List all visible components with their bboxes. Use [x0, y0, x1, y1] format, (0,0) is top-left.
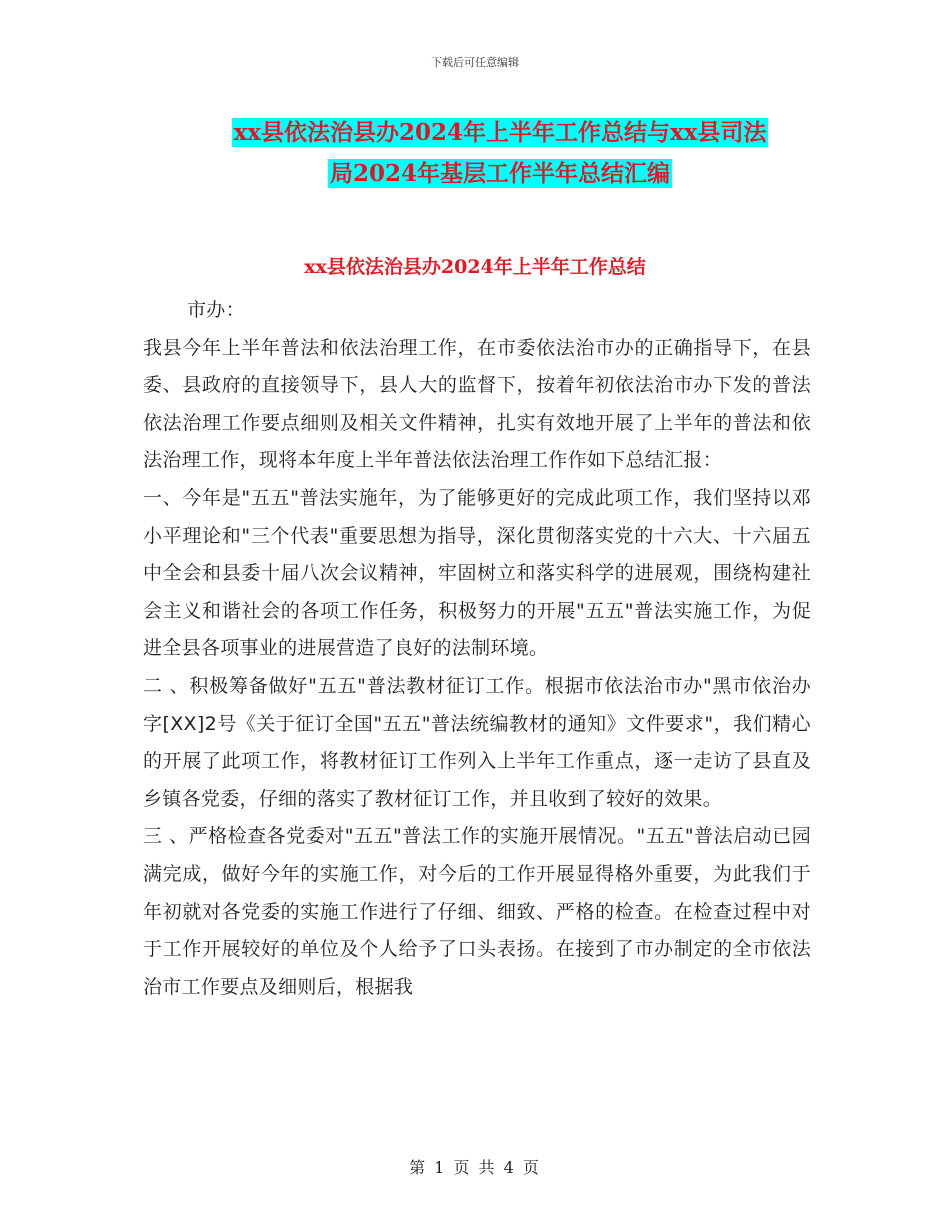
- salutation: 市办：: [187, 299, 245, 321]
- paragraph-item-1: 一、今年是"五五"普法实施年，为了能够更好的完成此项工作，我们坚持以邓小平理论和"三个代表"重要思想为指导，深化贯彻落实党的十六大、十六届五中全会和县委十届八次会议精神，牢固树立和落实科学的进展观，围绕构建社会主义和谐社会的各项工作任务，积极努力的开展"五五"普法实施工作，为促进全县各项事业的进展营造了良好的法制环境。: [143, 486, 811, 660]
- page-number-footer: 第 1 页 共 4 页: [409, 1158, 541, 1177]
- section-title: xx县依法治县办2024年上半年工作总结: [304, 256, 646, 278]
- paragraph-item-3: 三 、严格检查各党委对"五五"普法工作的实施开展情况。"五五"普法启动已园满完成，做好今年的实施工作，对今后的工作开展显得格外重要，为此我们于年初就对各党委的实施工作进行了仔细、细致、严格的检查。在检查过程中对于工作开展较好的单位及个人给予了口头表扬。在接到了市办制定的全市依法治市工作要点及细则后，根据我: [143, 825, 811, 998]
- paragraph-item-2: 二 、积极筹备做好"五五"普法教材征订工作。根据市依法治市办"黑市依治办字[XX]2号《关于征订全国"五五"普法统编教材的通知》文件要求"，我们精心的开展了此项工作，将教材征订工作列入上半年工作重点，逐一走访了县直及乡镇各党委，仔细的落实了教材征订工作，并且收到了较好的效果。: [143, 674, 811, 810]
- title-line-2: 局2024年基层工作半年总结汇编: [329, 160, 670, 187]
- page-header-note: 下载后可任意编辑: [431, 56, 519, 69]
- document-title: [150, 112, 850, 194]
- title-line-1: xx县依法治县办2024年上半年工作总结与xx县司法: [233, 119, 767, 146]
- paragraph-intro: 我县今年上半年普法和依法治理工作，在市委依法治市办的正确指导下，在县委、县政府的直接领导下，县人大的监督下，按着年初依法治市办下发的普法依法治理工作要点细则及相关文件精神，扎实有效地开展了上半年的普法和依法治理工作，现将本年度上半年普法依法治理工作作如下总结汇报：: [143, 336, 811, 472]
- document-body: [143, 292, 811, 1006]
